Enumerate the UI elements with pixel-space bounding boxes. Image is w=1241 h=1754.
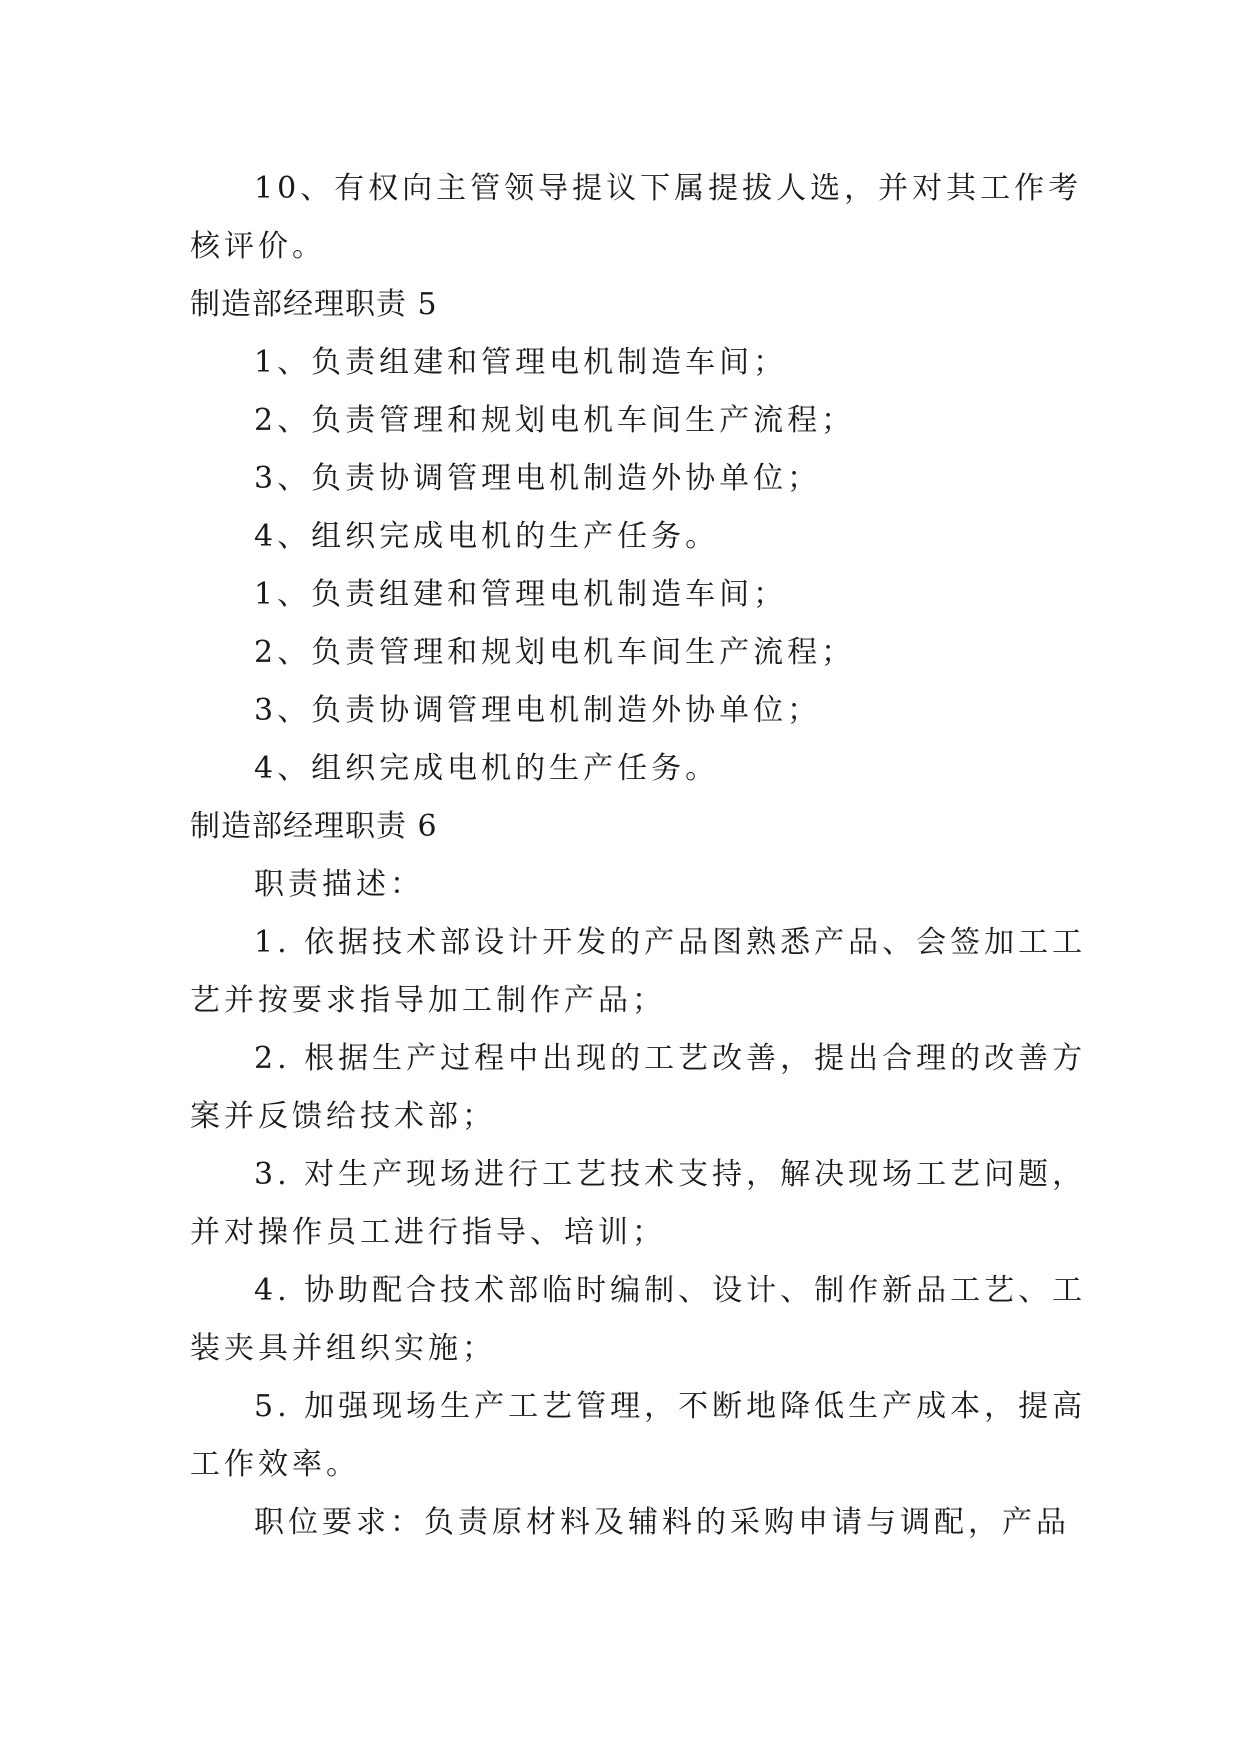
list-item: 4. 协助配合技术部临时编制、设计、制作新品工艺、工 [254,1273,1087,1308]
list-item: 5. 加强现场生产工艺管理，不断地降低生产成本，提高 [254,1389,1087,1424]
section-heading: 制造部经理职责 5 [190,287,438,322]
paragraph-line: 艺并按要求指导加工制作产品； [190,983,666,1018]
list-item: 3、负责协调管理电机制造外协单位； [254,461,822,496]
paragraph-line: 10、有权向主管领导提议下属提拔人选，并对其工作考 [254,171,1083,206]
document-body [190,160,1087,1552]
list-item: 3、负责协调管理电机制造外协单位； [254,693,822,728]
list-item: 4、组织完成电机的生产任务。 [254,751,720,786]
paragraph-line: 核评价。 [190,229,326,264]
section-heading: 制造部经理职责 6 [190,809,438,844]
list-item: 2、负责管理和规划电机车间生产流程； [254,635,856,670]
paragraph-line: 工作效率。 [190,1447,360,1482]
list-item: 2. 根据生产过程中出现的工艺改善，提出合理的改善方 [254,1041,1087,1076]
list-item: 1、负责组建和管理电机制造车间； [254,345,788,380]
list-item: 4、组织完成电机的生产任务。 [254,519,720,554]
paragraph-line: 并对操作员工进行指导、培训； [190,1215,666,1250]
list-item: 2、负责管理和规划电机车间生产流程； [254,403,856,438]
subsection-label: 职责描述： [254,867,424,902]
list-item: 3. 对生产现场进行工艺技术支持，解决现场工艺问题， [254,1157,1087,1192]
list-item: 1、负责组建和管理电机制造车间； [254,577,788,612]
paragraph-line: 案并反馈给技术部； [190,1099,496,1134]
list-item: 1. 依据技术部设计开发的产品图熟悉产品、会签加工工 [254,925,1087,960]
paragraph-line: 职位要求：负责原材料及辅料的采购申请与调配，产品 [254,1505,1070,1540]
paragraph-line: 装夹具并组织实施； [190,1331,496,1366]
